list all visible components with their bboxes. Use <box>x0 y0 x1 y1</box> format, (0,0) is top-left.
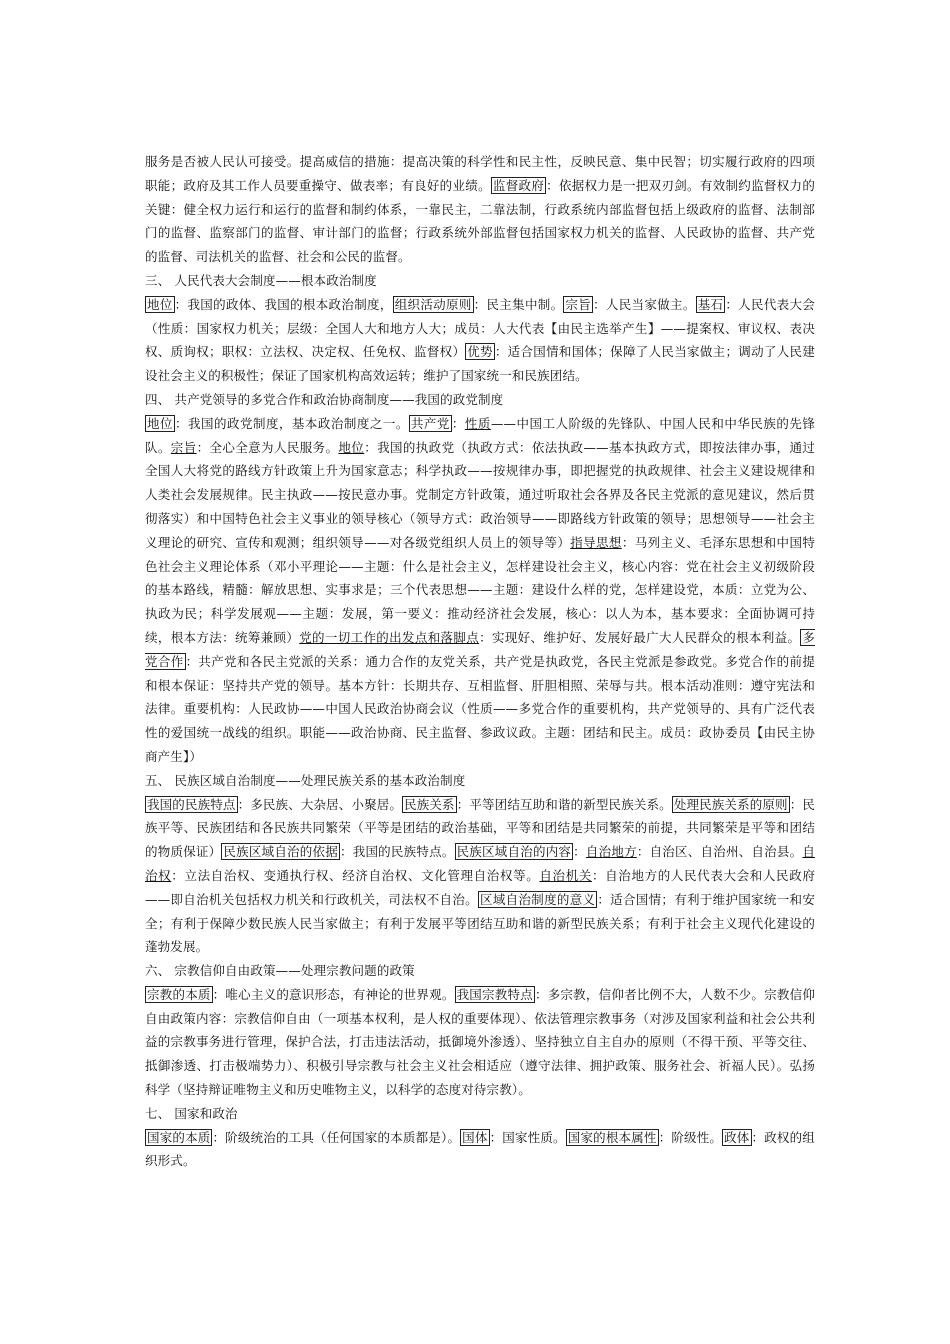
text: ：全心全意为人民服务。 <box>196 439 339 455</box>
paragraph-ethnic-autonomy <box>145 793 815 960</box>
keyword-organization-principle: 组织活动原则 <box>394 296 472 312</box>
keyword-purpose: 宗旨 <box>565 296 592 312</box>
keyword-religion-essence: 宗教的本质 <box>147 986 211 1002</box>
text: ：平等团结互助和谐的新型民族关系。 <box>456 796 672 812</box>
term-nature: 性质 <box>464 415 491 431</box>
keyword-state-attribute: 国家的根本属性 <box>567 1129 657 1145</box>
text: ：我国的政体、我国的根本政治制度， <box>174 296 393 312</box>
text: ：自治区、自治州、自治县。 <box>636 844 803 860</box>
text: ：人民代表大会（性质：国家权力机关；层级：全国人大和地方人大；成员：人大代表【由民主选举产生】——提案权、审议权、表决权、质询权；职权：立法权、决定权、任免权、监督权） <box>145 296 815 360</box>
text: ：马列主义、毛泽东思想和中国特色社会主义理论体系（邓小平理论——主题：什么是社会主义，怎样建设社会主义，核心内容：党在社会主义初级阶段的基本路线，精髓：解放思想、实事求是；三个代表思想——主题：建设什么样的党，怎样建设党，本质：立党为公、执政为民；科学发展观——主题：发展，第一要义：推动经济社会发展，核心：以人为本，基本要求：全面协调可持续，根本方法：统筹兼顾） <box>145 534 815 645</box>
paragraph-party-system <box>145 412 815 769</box>
text: ：适合国情和国体；保障了人民当家做主；调动了人民建设社会主义的积极性；保证了国家机构高效运转；维护了国家统一和民族团结。 <box>145 344 815 384</box>
keyword-state-essence: 国家的本质 <box>147 1129 211 1145</box>
term-purpose: 宗旨 <box>170 439 197 455</box>
section-heading-5: 五、 民族区域自治制度——处理民族关系的基本政治制度 <box>145 772 466 788</box>
keyword-supervise-government: 监督政府 <box>492 177 545 193</box>
text: ：民族平等、民族团结和各民族共同繁荣（平等是团结的政治基础，平等和团结是共同繁荣的前提，共同繁荣是平等和团结的物质保证） <box>145 796 816 860</box>
keyword-ethnic-principles: 处理民族关系的原则 <box>673 796 788 812</box>
paragraph-government-supervision <box>145 150 815 269</box>
text: ：阶级统治的工具（任何国家的本质都是）。 <box>212 1129 461 1145</box>
text: ：唯心主义的意识形态，有神论的世界观。 <box>212 986 455 1002</box>
text: ：政权的组织形式。 <box>145 1129 815 1169</box>
text: 服务是否被人民认可接受。提高威信的措施：提高决策的科学性和民主性，反映民意、集中民智；切实履行政府的四项职能；政府及其工作人员要重操守、做表率；有良好的业绩。 <box>145 154 815 193</box>
text: ——中国工人阶级的先锋队、中国人民和中华民族的先锋队。 <box>145 415 815 455</box>
text: ： <box>573 844 586 860</box>
paragraph-state-and-politics <box>145 1126 815 1174</box>
keyword-ethnic-relations: 民族关系 <box>404 796 455 812</box>
text: ：民主集中制。 <box>473 296 564 312</box>
text: ： <box>451 415 465 431</box>
term-autonomous-organs: 自治机关 <box>539 867 592 883</box>
text: ：我国的执政党（执政方式：依法执政——基本执政方式，即按法律办事，通过全国人大将党的路线方针政策上升为国家意志；科学执政——按规律办事，即把握党的执政规律、社会主义建设规律和人类社会发展规律。民主执政——按民意办事。党制定方针政策，通过听取社会各界及各民主党派的意见建议，然后贯彻落实）和中国特色社会主义事业的领导核心（领导方式：政治领导——即路线方针政策的领导；思想领导——社会主义理论的研究、宣传和观测；组织领导——对各级党组织人员上的领导等） <box>145 439 815 550</box>
term-autonomous-areas: 自治地方 <box>585 844 637 860</box>
keyword-ethnic-features: 我国的民族特点 <box>147 796 236 812</box>
text: ：依据权力是一把双刃剑。有效制约监督权力的关键：健全权力运行和运行的监督和制约体系，一靠民主，二靠法制，行政系统内部监督包括上级政府的监督、法制部门的监督、监察部门的监督、审计部门的监督；行政系统外部监督包括国家权力机关的监督、人民政协的监督、共产党的监督、司法机关的监督、社会和公民的监督。 <box>145 177 815 265</box>
text: ：多宗教，信仰者比例不大，人数不少。宗教信仰自由政策内容：宗教信仰自由（一项基本权利，是人权的重要体现）、依法管理宗教事务（对涉及国家利益和社会公共利益的宗教事务进行管理，保护合法，打击违法活动，抵御境外渗透）、坚持独立自主自办的原则（不得干预、平等交往、抵御渗透、打击极端势力）、积极引导宗教与社会主义社会相适应（遵守法律、拥护政策、服务社会、祈福人民）。弘扬科学（坚持辩证唯物主义和历史唯物主义，以科学的态度对待宗教）。 <box>145 986 815 1098</box>
keyword-state-system: 国体 <box>462 1129 488 1145</box>
term-status: 地位 <box>338 439 365 455</box>
keyword-religion-features: 我国宗教特点 <box>456 986 533 1002</box>
term-guiding-thought: 指导思想 <box>570 534 622 550</box>
text: ：多民族、大杂居、小聚居。 <box>237 796 403 812</box>
keyword-autonomy-content: 民族区域自治的内容 <box>456 844 572 860</box>
keyword-communist-party: 共产党 <box>410 415 450 431</box>
text: ：我国的民族特点。 <box>339 844 455 860</box>
section-heading-4: 四、 共产党领导的多党合作和政治协商制度——我国的政党制度 <box>145 391 504 407</box>
keyword-autonomy-significance: 区域自治制度的意义 <box>480 891 596 907</box>
keyword-autonomy-basis: 民族区域自治的依据 <box>223 844 338 860</box>
keyword-status: 地位 <box>147 415 173 431</box>
text: ：实现好、维护好、发展好最广大人民群众的根本利益。 <box>479 629 801 645</box>
keyword-status: 地位 <box>147 296 173 312</box>
section-heading-6: 六、 宗教信仰自由政策——处理宗教问题的政策 <box>145 963 415 979</box>
paragraph-religion <box>145 983 815 1102</box>
text: ：国家性质。 <box>489 1129 566 1145</box>
keyword-foundation: 基石 <box>697 296 724 312</box>
section-heading-7: 七、 国家和政治 <box>145 1105 238 1121</box>
text: ：立法自治权、变通执行权、经济自治权、文化管理自治权等。 <box>171 867 540 883</box>
text: ：我国的政党制度，基本政治制度之一。 <box>175 415 409 431</box>
keyword-advantage: 优势 <box>467 344 493 360</box>
text: ：自治地方的人民代表大会和人民政府——即自治机关包括权力机关和行政机关，司法权不自治。 <box>145 867 815 907</box>
keyword-multiparty-cooperation: 多党合作 <box>145 629 815 669</box>
keyword-government-system: 政体 <box>724 1129 750 1145</box>
text: ：人民当家做主。 <box>593 296 696 312</box>
section-heading-3: 三、 人民代表大会制度——根本政治制度 <box>145 272 377 288</box>
paragraph-npc-system <box>145 293 815 388</box>
text: ：适合国情；有利于维护国家统一和安全；有利于保障少数民族人民当家做主；有利于发展平等团结互助和谐的新型民族关系；有利于社会主义现代化建设的蓬勃发展。 <box>145 891 815 955</box>
text: ：共产党和各民主党派的关系：通力合作的友党关系，共产党是执政党，各民主党派是参政党。多党合作的前提和根本保证：坚持共产党的领导。基本方针：长期共存、互相监督、肝胆相照、荣辱与共。根本活动准则：遵守宪法和法律。重要机构：人民政协——中国人民政治协商会议（性质——多党合作的重要机构，共产党领导的、具有广泛代表性的爱国统一战线的组织。职能——政治协商、民主监督、参政议政。主题：团结和民主。成员：政协委员【由民主协商产生】） <box>145 653 816 764</box>
document-page <box>145 150 815 1173</box>
term-starting-point: 党的一切工作的出发点和落脚点 <box>299 629 480 645</box>
term-autonomy-rights: 自治权 <box>145 844 816 883</box>
text: ：阶级性。 <box>658 1129 723 1145</box>
